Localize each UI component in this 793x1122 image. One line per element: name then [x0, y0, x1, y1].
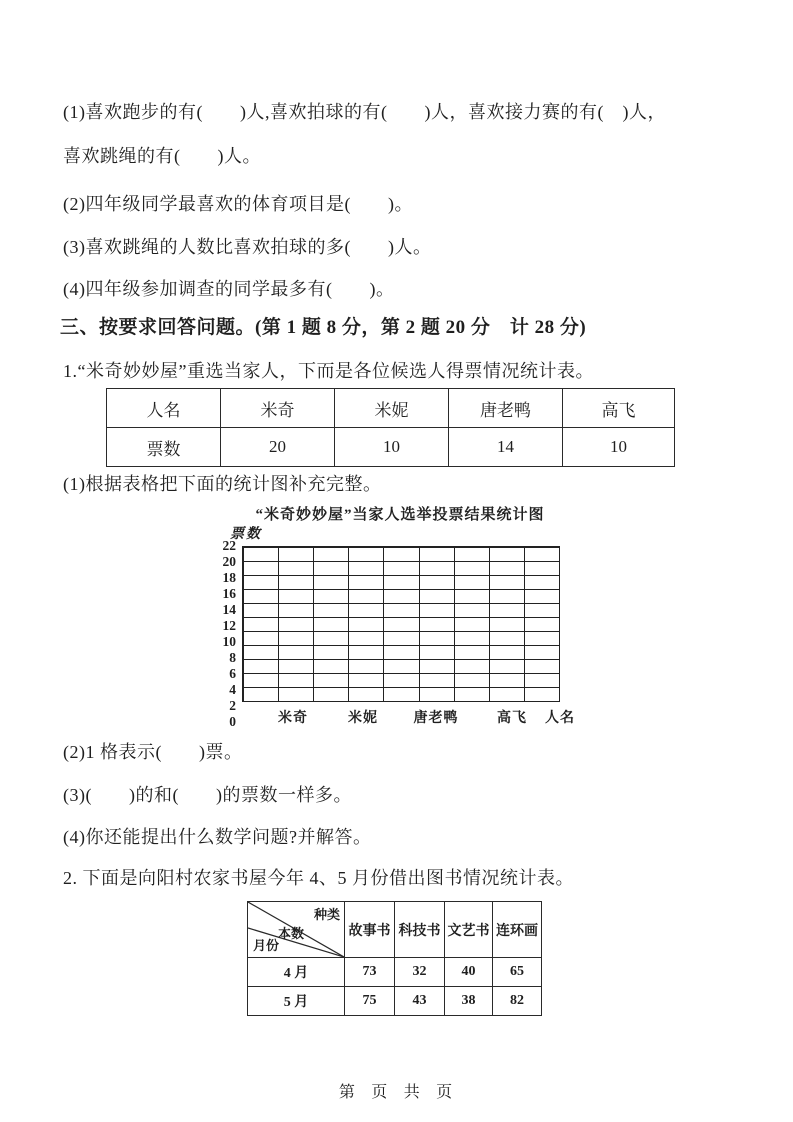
grid-cell	[525, 604, 560, 618]
grid-cell	[279, 688, 314, 702]
grid-cell	[525, 674, 560, 688]
grid-cell	[314, 604, 349, 618]
candidate-name: 唐老鸭	[449, 389, 563, 428]
grid-cell	[279, 660, 314, 674]
chart-title: “米奇妙妙屋”当家人选举投票结果统计图	[255, 507, 545, 523]
grid-cell	[490, 548, 525, 562]
grid-cell	[279, 618, 314, 632]
question-2-4: (4)四年级参加调查的同学最多有( )。	[63, 279, 395, 299]
y-tick: 14	[222, 602, 236, 617]
corner-label-count: 本数	[278, 926, 305, 941]
question-3-1-sub2: (2)1 格表示( )票。	[63, 742, 243, 762]
corner-label-category: 种类	[313, 907, 340, 922]
y-tick: 8	[229, 650, 236, 665]
grid-cell	[420, 604, 455, 618]
books-table	[247, 901, 542, 1016]
grid-cell	[490, 562, 525, 576]
grid-cell	[384, 618, 419, 632]
grid-cell	[279, 674, 314, 688]
grid-cell	[349, 632, 384, 646]
grid-cell	[314, 646, 349, 660]
question-3-2-intro: 2. 下面是向阳村农家书屋今年 4、5 月份借出图书情况统计表。	[63, 868, 574, 888]
grid-cell	[244, 632, 279, 646]
grid-cell	[525, 618, 560, 632]
grid-cell	[314, 660, 349, 674]
grid-cell	[525, 632, 560, 646]
grid-cell	[244, 576, 279, 590]
grid-cell	[244, 604, 279, 618]
book-count: 75	[345, 987, 395, 1016]
grid-cell	[525, 660, 560, 674]
y-tick: 18	[222, 570, 236, 585]
grid-cell	[279, 562, 314, 576]
grid-cell	[490, 618, 525, 632]
y-tick: 22	[222, 538, 236, 553]
book-count: 40	[445, 958, 493, 987]
question-2-2: (2)四年级同学最喜欢的体育项目是( )。	[63, 194, 413, 214]
question-3-1-sub4: (4)你还能提出什么数学问题?并解答。	[63, 827, 372, 847]
grid-cell	[314, 562, 349, 576]
book-count: 38	[445, 987, 493, 1016]
grid-cell	[384, 548, 419, 562]
question-2-1-line1: (1)喜欢跑步的有( )人,喜欢拍球的有( )人，喜欢接力赛的有( )人，	[63, 102, 666, 122]
grid-cell	[525, 688, 560, 702]
book-count: 73	[345, 958, 395, 987]
grid-cell	[244, 618, 279, 632]
grid-cell	[455, 604, 490, 618]
month-label: 4 月	[248, 958, 345, 987]
grid-cell	[244, 660, 279, 674]
grid-cell	[525, 548, 560, 562]
book-count: 65	[493, 958, 542, 987]
grid-cell	[244, 674, 279, 688]
x-tick-candidate: 米奇	[278, 711, 308, 726]
grid-cell	[314, 618, 349, 632]
grid-cell	[384, 646, 419, 660]
vote-count: 20	[221, 428, 335, 467]
grid-cell	[279, 548, 314, 562]
grid-cell	[455, 674, 490, 688]
book-type-header: 故事书	[345, 902, 395, 958]
grid-cell	[314, 576, 349, 590]
grid-cell	[455, 590, 490, 604]
grid-cell	[525, 590, 560, 604]
grid-cell	[279, 604, 314, 618]
y-tick: 6	[229, 666, 236, 681]
chart-y-ticks	[200, 538, 236, 729]
grid-cell	[455, 660, 490, 674]
book-type-header: 科技书	[395, 902, 445, 958]
grid-cell	[244, 562, 279, 576]
y-tick: 0	[229, 714, 236, 729]
grid-cell	[490, 688, 525, 702]
grid-cell	[384, 632, 419, 646]
corner-label-month: 月份	[253, 938, 280, 953]
grid-cell	[349, 674, 384, 688]
grid-cell	[314, 688, 349, 702]
grid-cell	[525, 562, 560, 576]
y-tick: 20	[222, 554, 236, 569]
grid-cell	[244, 548, 279, 562]
grid-cell	[244, 688, 279, 702]
question-3-1-sub1: (1)根据表格把下面的统计图补充完整。	[63, 474, 382, 494]
y-tick: 10	[222, 634, 236, 649]
table-row	[107, 389, 675, 428]
grid-cell	[490, 632, 525, 646]
vote-count: 10	[563, 428, 675, 467]
grid-cell	[455, 632, 490, 646]
book-type-header: 连环画	[493, 902, 542, 958]
grid-cell	[314, 590, 349, 604]
grid-cell	[384, 590, 419, 604]
grid-cell	[455, 548, 490, 562]
book-type-header: 文艺书	[445, 902, 493, 958]
grid-cell	[490, 660, 525, 674]
grid-cell	[349, 618, 384, 632]
grid-cell	[525, 576, 560, 590]
table-row	[248, 902, 542, 958]
grid-cell	[490, 590, 525, 604]
grid-cell	[420, 618, 455, 632]
y-tick: 12	[222, 618, 236, 633]
grid-cell	[384, 688, 419, 702]
x-tick-candidate: 高飞	[497, 711, 527, 726]
y-tick: 2	[229, 698, 236, 713]
grid-cell	[525, 646, 560, 660]
grid-cell	[349, 548, 384, 562]
grid-cell	[420, 660, 455, 674]
grid-cell	[384, 562, 419, 576]
x-tick-candidate: 米妮	[348, 711, 378, 726]
grid-cell	[420, 674, 455, 688]
votes-table-header-votes: 票数	[107, 428, 221, 467]
grid-cell	[420, 562, 455, 576]
question-2-1-line2: 喜欢跳绳的有( )人。	[63, 146, 261, 166]
vote-count: 14	[449, 428, 563, 467]
grid-cell	[349, 660, 384, 674]
candidate-name: 米妮	[335, 389, 449, 428]
grid-cell	[384, 576, 419, 590]
grid-cell	[420, 646, 455, 660]
grid-cell	[349, 562, 384, 576]
chart-grid	[242, 546, 560, 702]
grid-cell	[490, 674, 525, 688]
diagonal-corner-cell	[248, 902, 345, 958]
grid-cell	[279, 590, 314, 604]
votes-table-header-name: 人名	[107, 389, 221, 428]
grid-cell	[349, 604, 384, 618]
grid-cell	[420, 548, 455, 562]
grid-cell	[420, 632, 455, 646]
question-3-1-intro: 1.“米奇妙妙屋”重选当家人，下而是各位候选人得票情况统计表。	[63, 361, 594, 381]
y-tick: 4	[229, 682, 236, 697]
grid-cell	[455, 646, 490, 660]
grid-cell	[279, 632, 314, 646]
grid-cell	[279, 646, 314, 660]
grid-cell	[349, 646, 384, 660]
grid-cell	[490, 576, 525, 590]
grid-cell	[279, 576, 314, 590]
table-row	[248, 987, 542, 1016]
table-row	[107, 428, 675, 467]
grid-cell	[314, 632, 349, 646]
month-label: 5 月	[248, 987, 345, 1016]
vote-count: 10	[335, 428, 449, 467]
candidate-name: 高飞	[563, 389, 675, 428]
grid-cell	[384, 674, 419, 688]
grid-cell	[244, 590, 279, 604]
votes-table	[106, 388, 675, 467]
candidate-name: 米奇	[221, 389, 335, 428]
question-3-1-sub3: (3)( )的和( )的票数一样多。	[63, 785, 352, 805]
chart-x-axis-label: 人名	[545, 711, 575, 726]
book-count: 43	[395, 987, 445, 1016]
grid-cell	[420, 688, 455, 702]
grid-cell	[420, 576, 455, 590]
grid-cell	[455, 618, 490, 632]
grid-cell	[455, 576, 490, 590]
x-tick-candidate: 唐老鸭	[413, 711, 459, 726]
page-footer: 第 页 共 页	[338, 1084, 455, 1101]
grid-cell	[349, 688, 384, 702]
grid-cell	[314, 674, 349, 688]
grid-cell	[314, 548, 349, 562]
grid-cell	[490, 646, 525, 660]
grid-cell	[490, 604, 525, 618]
grid-cell	[384, 604, 419, 618]
section-3-heading: 三、按要求回答问题。(第 1 题 8 分，第 2 题 20 分 计 28 分)	[60, 317, 587, 338]
table-row	[248, 958, 542, 987]
question-2-3: (3)喜欢跳绳的人数比喜欢拍球的多( )人。	[63, 237, 432, 257]
grid-cell	[420, 590, 455, 604]
grid-cell	[244, 646, 279, 660]
chart-y-axis-label: 票数	[230, 527, 262, 542]
grid-cell	[349, 576, 384, 590]
grid-cell	[455, 562, 490, 576]
book-count: 32	[395, 958, 445, 987]
grid-cell	[455, 688, 490, 702]
y-tick: 16	[222, 586, 236, 601]
grid-cell	[349, 590, 384, 604]
grid-cell	[384, 660, 419, 674]
book-count: 82	[493, 987, 542, 1016]
